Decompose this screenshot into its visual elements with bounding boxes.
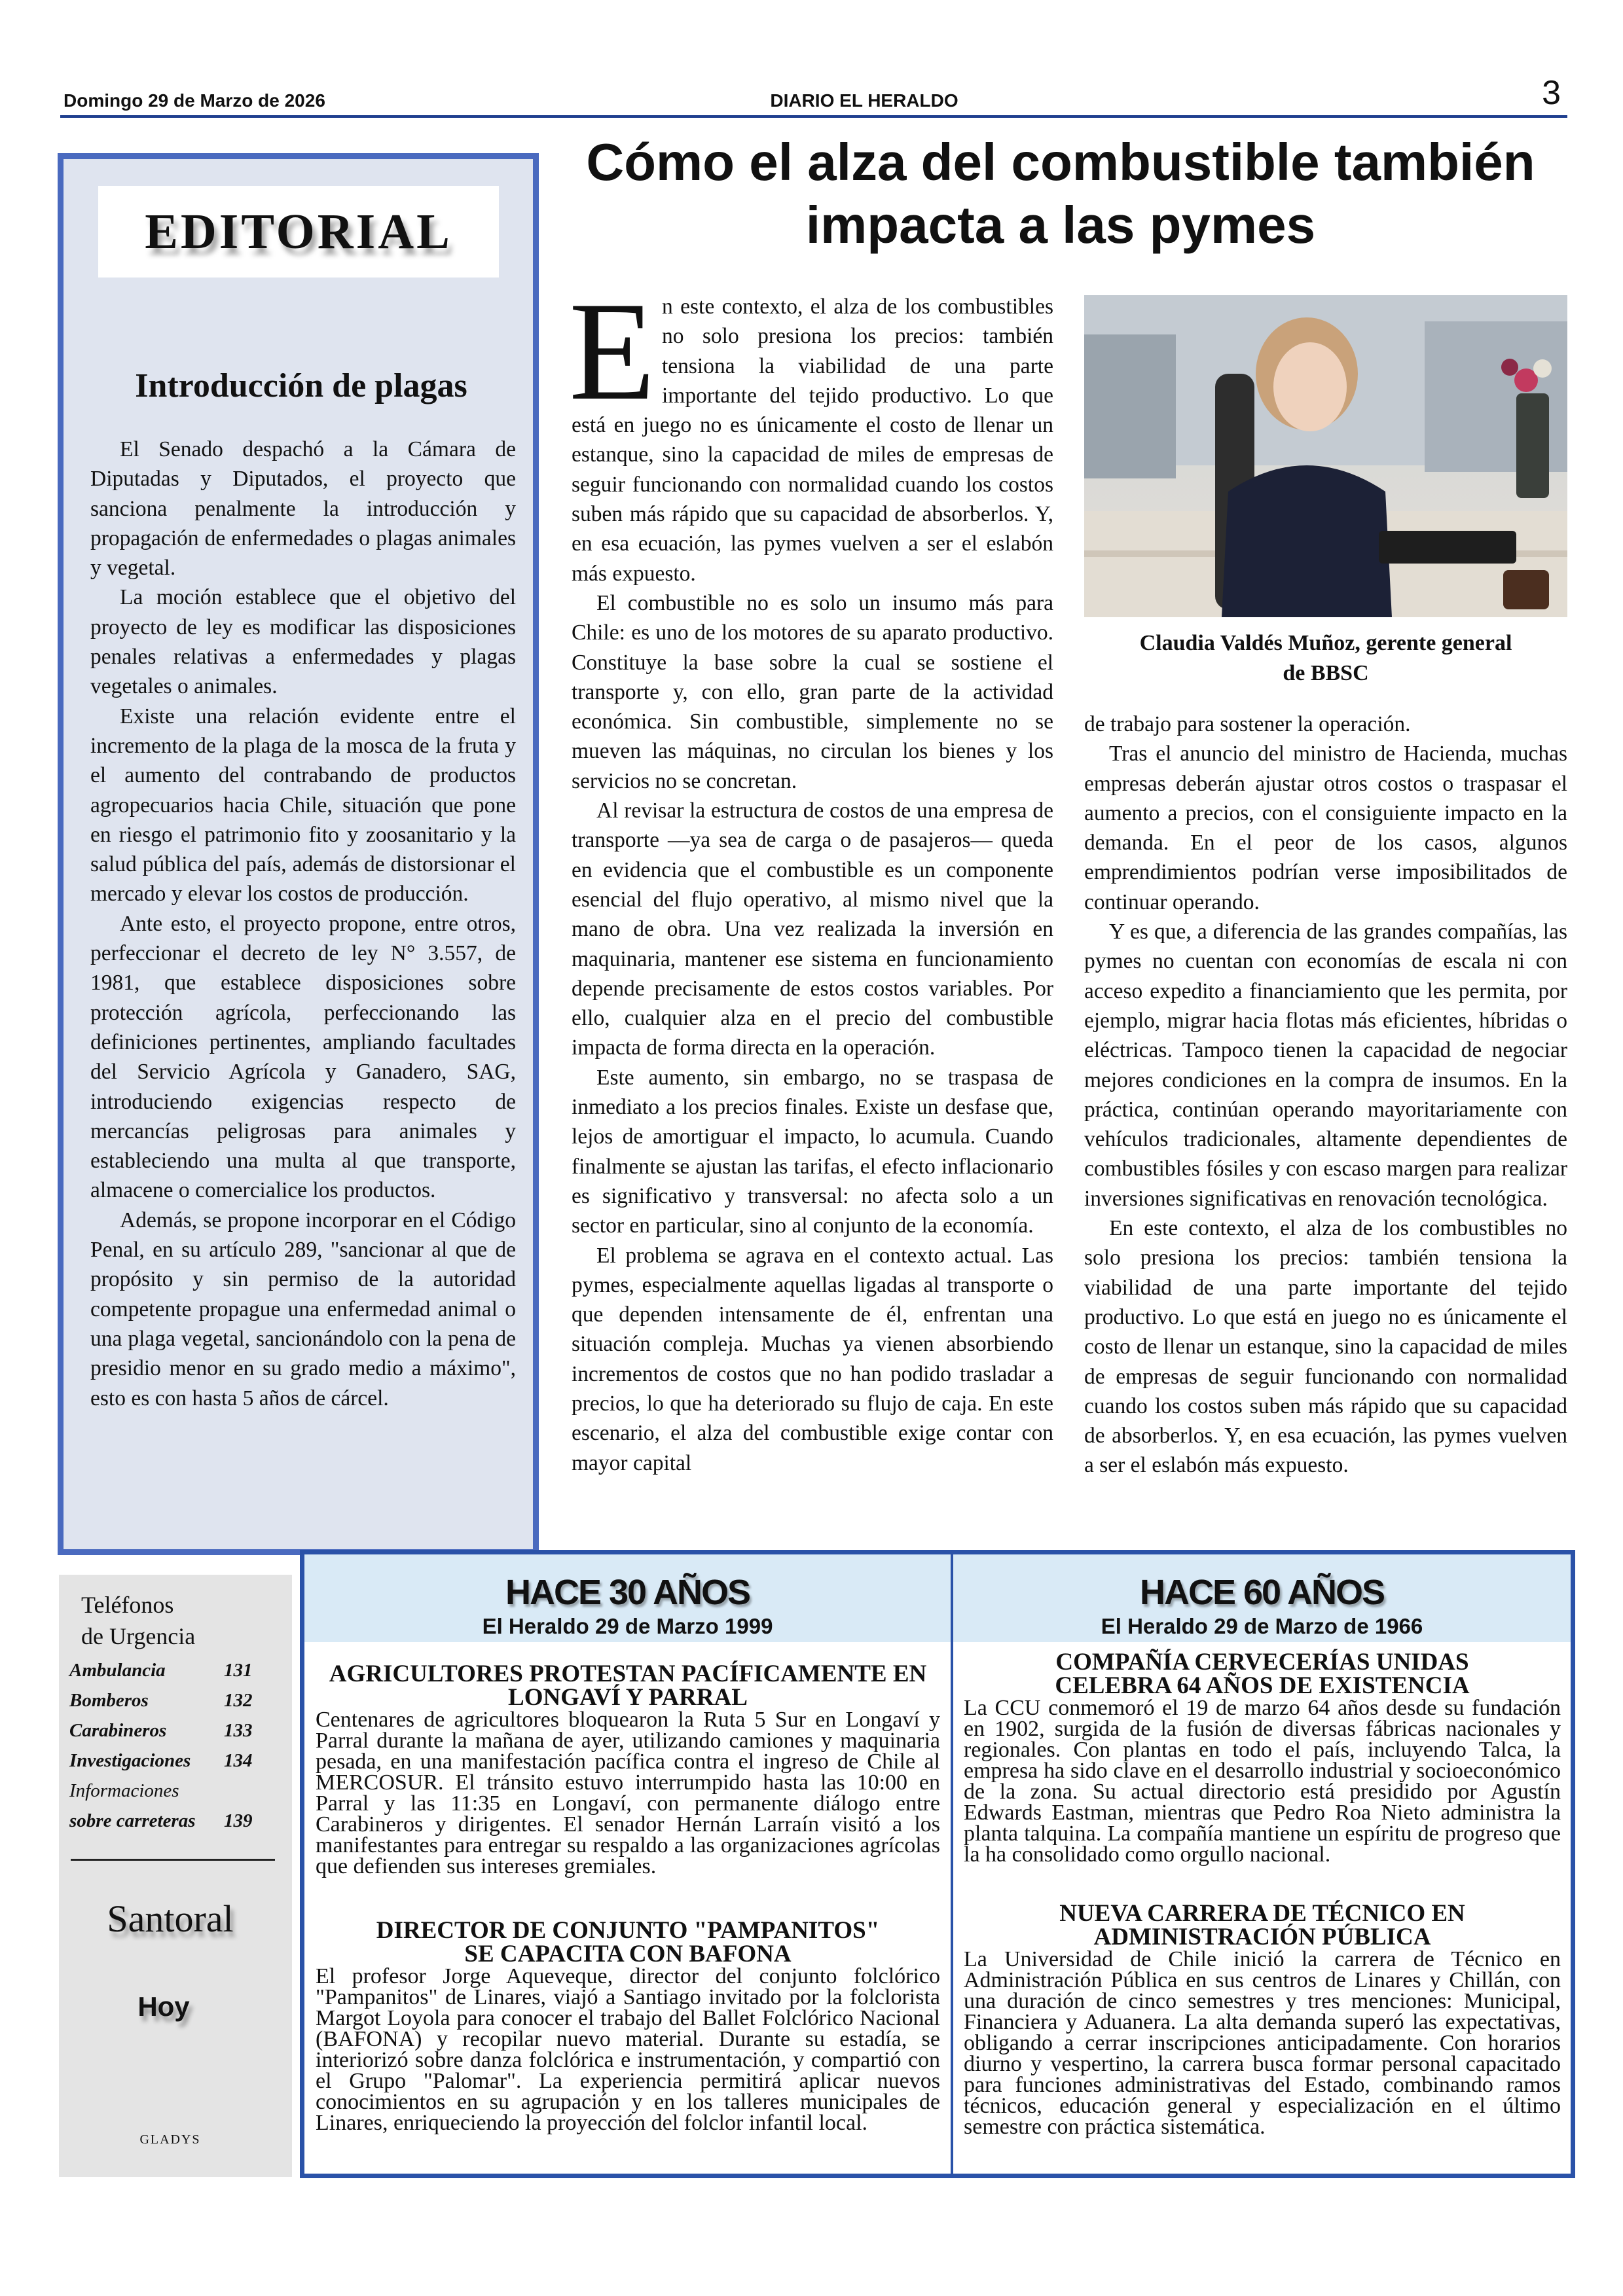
article-paragraph: El problema se agrava en el contexto actual. Las pymes, especialmente aquellas ligadas al transporte o que dependen intensamente de él, enfrentan una situación compleja. Muchas ya vienen absorbiendo incrementos de costos que no han podido trasladar a precios, lo que ha deteriorado su flujo de caja. En este escenario, el alza del combustible exige contar con mayor capital: [572, 1243, 1053, 1475]
drop-cap: E: [569, 273, 655, 429]
urgencias-title-line: de Urgencia: [81, 1623, 196, 1649]
news-body: La Universidad de Chile inició la carrera de Técnico en Administración Pública en sus centros de Linares y Chillán, con una duración de cinco semestres y tres menciones: Municipal, Financiera y Aduanera. La alta demanda superó las expectativas, obligando a cerrar inscripciones anticipadamente. Con horarios diurno y vespertino, la carrera busca formar personal capacitado para funciones administrativas del Estado, combinando ramos técnicos, educación general y especialización en el último semestre con práctica sistemática.: [964, 1947, 1561, 2139]
editorial-paragraph: Existe una relación evidente entre el incremento de la plaga de la mosca de la fruta y el aumento del contrabando de productos agropecuarios hacia Chile, situación que pone en riesgo el patrimonio fito y zoosanitario y la salud pública del país, además de distorsionar el mercado y elevar los costos de producción.: [90, 704, 516, 906]
urgencias-title-line: Teléfonos: [81, 1592, 174, 1618]
editorial-paragraph: Además, se propone incorporar en el Código Penal, en su artículo 289, "sancionar al que de propósito y sin permiso de la autoridad competente propague una enfermedad animal o una plaga vegetal, sancionándolo con la pena de presidio menor en su grado medio a máximo", esto es con hasta 5 años de cárcel.: [90, 1208, 516, 1410]
sidebar-divider: [71, 1859, 275, 1861]
article-paragraph: Este aumento, sin embargo, no se traspasa de inmediato a los precios finales. Existe un desfase que, lejos de amortiguar el impacto, lo acumula. Cuando finalmente se ajustan las tarifas, el efecto inflacionario es significativo y transversal: no afecta solo a un sector en particular, sino al conjunto de la economía.: [572, 1065, 1053, 1238]
news-title: COMPAÑÍA CERVECERÍAS UNIDAS: [1055, 1649, 1469, 1676]
author-photo: [1084, 295, 1567, 617]
urgencia-number: 132: [224, 1690, 253, 1711]
editorial-body: [90, 435, 516, 1413]
header-rule: [60, 115, 1567, 118]
hace30-news-1: [316, 1662, 940, 1877]
urgencia-info-label: Informaciones: [69, 1780, 179, 1801]
urgencias-title: [81, 1589, 195, 1652]
editorial-paragraph: El Senado despachó a la Cámara de Diputadas y Diputados, el proyecto que sanciona penalmente la introducción y propagación de enfermedades o plagas animales y vegetal.: [90, 437, 516, 581]
article-paragraph: de trabajo para sostener la operación.: [1084, 712, 1411, 736]
news-body: La CCU conmemoró el 19 de marzo 64 años desde su fundación en 1902, surgida de la fusión de diversas fábricas nacionales y regionales. Con plantas en todo el país, incluyendo Talca, la empresa ha sido clave en el desarrollo industrial y socioeconómico de la zona. Su actual directorio está presidido por Agustín Edwards Eastman, mientras que Pedro Roa Nieto administra la planta talquina. La compañía mantiene un espíritu de progreso que la ha consolidado como orgullo nacional.: [964, 1696, 1561, 1867]
news-body: El profesor Jorge Aqueveque, director del conjunto folclórico "Pampanitos" de Linares, viajó a Santiago invitado por la folclorista Margot Loyola para conocer el trabajo del Ballet Folclórico Nacional (BAFONA) y recopilar nuevo material. Durante su estadía, se interiorizó sobre danza folclórica e instrumentación, y compartió con el Grupo "Palomar". La experiencia permitirá aplicar nuevos conocimientos en su agrupación y en los talleres municipales de Linares, enriqueciendo la proyección del folclor infantil local.: [316, 1964, 940, 2135]
article-title-line: Cómo el alza del combustible también: [586, 133, 1535, 191]
news-title: DIRECTOR DE CONJUNTO "PAMPANITOS": [376, 1917, 880, 1944]
urgencia-number: 134: [224, 1750, 253, 1771]
urgencia-number: 139: [224, 1810, 253, 1831]
article-paragraph: Tras el anuncio del ministro de Hacienda, muchas empresas deberán ajustar otros costos o traspasar el aumento a precios, con el consiguiente impacto en la demanda. En el peor de los casos, algunos emprendimientos podrían verse imposibilitados de continuar operando.: [1084, 742, 1567, 914]
editorial-title: Introducción de plagas: [135, 367, 467, 404]
editorial-label: EDITORIAL: [98, 186, 499, 278]
news-title: CELEBRA 64 AÑOS DE EXISTENCIA: [1055, 1672, 1470, 1699]
urgencia-name: Investigaciones: [69, 1750, 191, 1771]
article-title: [563, 131, 1558, 257]
santoral-title: Santoral: [107, 1897, 234, 1940]
hace30-subheading: El Heraldo 29 de Marzo 1999: [482, 1614, 773, 1638]
article-paragraph: Y es que, a diferencia de las grandes compañías, las pymes no cuentan con economías de escala ni con acceso expedito a financiamiento que les permita, por ejemplo, migrar hacia flotas más eficientes, híbridas o eléctricas. Tampoco tienen la capacidad de negociar mejores condiciones en la compra de insumos. En la práctica, continúan operando mayoritariamente con vehículos tradicionales, altamente dependientes de combustibles fósiles y con escaso margen para realizar inversiones significativas en renovación tecnológica.: [1084, 920, 1567, 1211]
urgencia-number: 131: [224, 1660, 253, 1681]
article-paragraph: Al revisar la estructura de costos de una empresa de transporte —ya sea de carga o de pasajeros— queda en evidencia que el combustible es un componente esencial del flujo operativo, al mismo nivel que la mano de obra. Una vez realizada la inversión en maquinaria, mantener ese sistema en funcionamiento depende precisamente de estos costos variables. Por ello, cualquier alza en el precio del combustible impacta de forma directa en la operación.: [572, 798, 1053, 1060]
hace-divider: [951, 1554, 953, 2174]
page-number: 3: [1542, 74, 1561, 112]
article-paragraph-text: n este contexto, el alza de los combustibles no solo presiona los precios: también tensiona la viabilidad de una parte importante del tejido productivo. Lo que está en juego no es únicamente el costo de llenar un estanque, sino la capacidad de miles de empresas de seguir funcionando con normalidad cuando los costos suben más rápido que su capacidad de absorberlos. Y, en esa ecuación, las pymes vuelven a ser el eslabón más expuesto.: [572, 295, 1053, 586]
article-paragraph: [569, 273, 1053, 588]
urgencia-name: Bomberos: [69, 1690, 149, 1711]
urgencia-row: [69, 1660, 266, 1681]
news-title: NUEVA CARRERA DE TÉCNICO EN: [1059, 1900, 1465, 1927]
news-title: LONGAVÍ Y PARRAL: [508, 1684, 748, 1711]
editorial-paragraph: Ante esto, el proyecto propone, entre otros, perfeccionar el decreto de ley N° 3.557, de 1981, que establece disposiciones sobre protección agrícola, perfeccionando las definiciones pertinentes, ampliando facultades del Servicio Agrícola y Ganadero, SAG, introduciendo exigencias respecto de mercancías peligrosas para animales y estableciendo una multa al que transporte, almacene o comercialice los productos.: [90, 911, 516, 1203]
hace60-subheading: El Heraldo 29 de Marzo de 1966: [1101, 1614, 1423, 1638]
santoral-name: GLADYS: [139, 2132, 201, 2147]
photo-caption: [1084, 628, 1567, 689]
urgencia-name: Ambulancia: [69, 1660, 166, 1681]
hace30-heading: HACE 30 AÑOS: [505, 1573, 750, 1612]
hace60-heading: HACE 60 AÑOS: [1139, 1573, 1385, 1612]
photo-caption-line: Claudia Valdés Muñoz, gerente general: [1139, 631, 1512, 655]
urgencia-name: sobre carreteras: [69, 1810, 196, 1831]
header-paper-name: DIARIO EL HERALDO: [770, 90, 958, 111]
photo-caption-line: de BBSC: [1283, 661, 1369, 685]
urgencia-row: [69, 1750, 266, 1772]
news-body: Centenares de agricultores bloquearon la Ruta 5 Sur en Longaví y Parral durante la mañana de ayer, utilizando camiones y maquinaria pesada, en una manifestación pacífica contra el ingreso de Chile al MERCOSUR. El tránsito estuvo interrumpido hasta las 10:00 en Parral y las 11:35 en Longaví, con permanente diálogo entre Carabineros y dirigentes. El senador Hernán Larraín visitó a los manifestantes para entregar su respaldo a las organizaciones agrícolas que defienden sus intereses gremiales.: [316, 1708, 940, 1878]
hace60-news-2: [964, 1902, 1561, 2138]
author-photo-illustration: [1084, 295, 1567, 617]
urgencia-row: [69, 1810, 266, 1832]
header-date: Domingo 29 de Marzo de 2026: [64, 90, 325, 111]
article-column-1: [569, 273, 1053, 1478]
news-title: SE CAPACITA CON BAFONA: [464, 1941, 792, 1967]
article-title-line: impacta a las pymes: [805, 196, 1316, 254]
editorial-paragraph: La moción establece que el objetivo del proyecto de ley es modificar las disposiciones penales relativas a enfermedades y plagas vegetales o animales.: [90, 585, 516, 699]
urgencia-name: Carabineros: [69, 1720, 167, 1741]
news-title: ADMINISTRACIÓN PÚBLICA: [1093, 1924, 1431, 1950]
santoral-hoy: Hoy: [137, 1991, 190, 2022]
article-paragraph: En este contexto, el alza de los combustibles no solo presiona los precios: también tensiona la viabilidad de una parte importante del tejido productivo. Lo que está en juego no es únicamente el costo de llenar un estanque, sino la capacidad de miles de empresas de seguir funcionando con normalidad cuando los costos suben más rápido que su capacidad de absorberlos. Y, en esa ecuación, las pymes vuelven a ser el eslabón más expuesto.: [1084, 1216, 1567, 1478]
hace60-news-1: [964, 1651, 1561, 1865]
urgencia-row: [69, 1690, 266, 1712]
article-column-2: [1084, 709, 1567, 1480]
urgencia-row: [69, 1720, 266, 1742]
news-title: AGRICULTORES PROTESTAN PACÍFICAMENTE EN: [329, 1660, 927, 1687]
urgencia-number: 133: [224, 1720, 253, 1741]
article-paragraph: El combustible no es solo un insumo más para Chile: es uno de los motores de su aparato productivo. Constituye la base sobre la cual se sostiene el transporte y, con ello, gran parte de la actividad económica. Sin combustible, simplemente no se mueven las máquinas, no circulan los bienes y los servicios no se concretan.: [572, 590, 1053, 793]
hace30-news-2: [316, 1919, 940, 2134]
